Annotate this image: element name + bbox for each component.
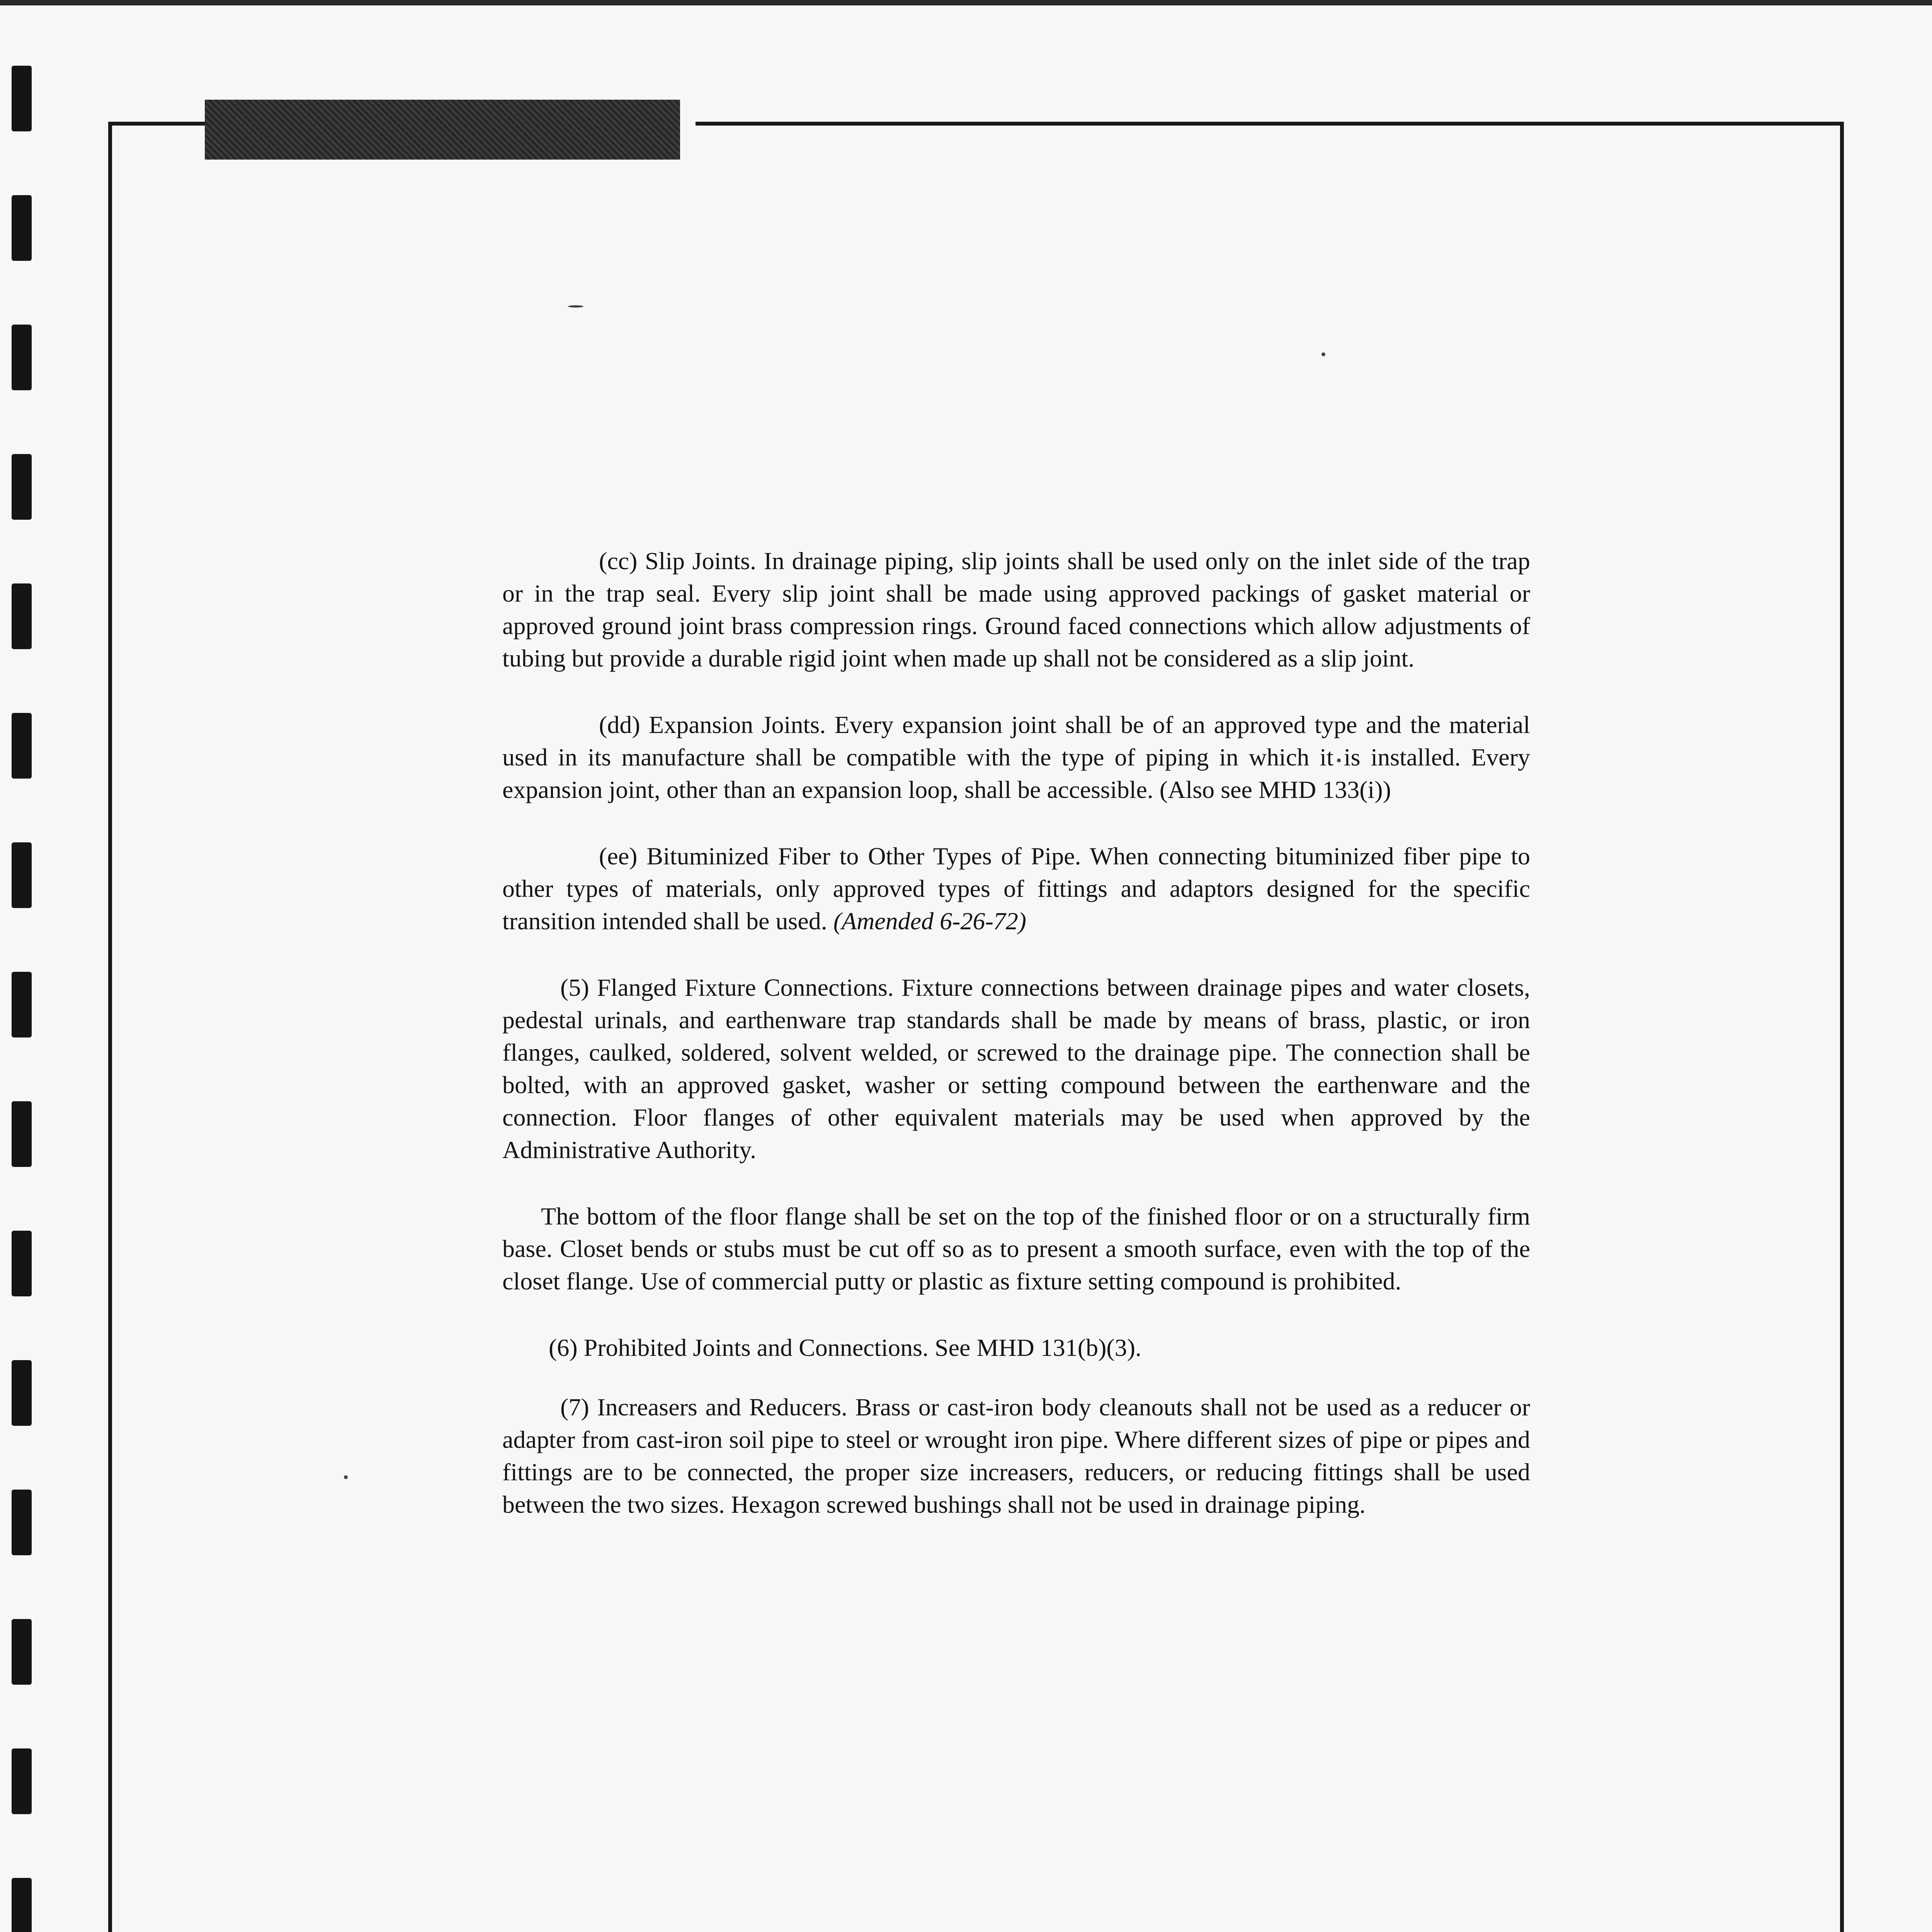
header-tab (205, 100, 680, 160)
scan-speck (568, 305, 583, 308)
scan-speck (1321, 352, 1325, 356)
paragraph-flanged-fixture-connections: (5) Flanged Fixture Connections. Fixture connections between drainage pipes and water closets, pedestal urinals, and earthenware trap standards shall be made by means of brass, plastic, or iron flanges, caulked, soldered, solvent welded, or screwed to the drainage pipe. The connection shall be bolted, with an approved gasket, washer or setting compound between the earthenware and the connection. Floor flanges of other equivalent materials may be used when approved by the Administrative Authority. (502, 974, 1530, 1163)
document-body (502, 545, 1530, 1555)
binding-hole (12, 972, 32, 1037)
paragraph-bituminized-fiber (502, 840, 1530, 937)
binding-hole (12, 1490, 32, 1555)
binding-hole (12, 1101, 32, 1167)
paragraph-prohibited-joints: (6) Prohibited Joints and Connections. See MHD 131(b)(3). (549, 1334, 1142, 1361)
page-top-edge (0, 0, 1932, 5)
binding-hole (12, 325, 32, 390)
binding-hole (12, 713, 32, 779)
amendment-note: (Amended 6-26-72) (833, 907, 1027, 935)
binding-hole (12, 195, 32, 261)
binding-hole (12, 66, 32, 131)
binding-hole (12, 842, 32, 908)
scan-speck (344, 1475, 348, 1479)
paragraph-slip-joints: (cc) Slip Joints. In drainage piping, slip joints shall be used only on the inlet side of the trap or in the trap seal. Every slip joint shall be made using approved packings of gasket material or approved ground joint brass compression rings. Ground faced connections which allow adjustments of tubing but provide a durable rigid joint when made up shall not be considered as a slip joint. (502, 547, 1530, 672)
page-frame-top-left (108, 122, 205, 126)
page-frame-left (108, 122, 112, 1932)
binding-hole (12, 1231, 32, 1296)
page-frame-top-right (696, 122, 1843, 126)
paragraph-increasers-reducers: (7) Increasers and Reducers. Brass or cast-iron body cleanouts shall not be used as a reducer or adapter from cast-iron soil pipe to steel or wrought iron pipe. Where different sizes of pipe or pipes and fittings are to be connected, the proper size increasers, reducers, or reducing fittings shall be used between the two sizes. Hexagon screwed bushings shall not be used in drainage piping. (502, 1393, 1530, 1518)
paragraph-text: (ee) Bituminized Fiber to Other Types of Pipe. When connecting bituminized fiber pipe to other types of materials, only approved types of fittings and adaptors designed for the specific transition intended shall be used. (502, 842, 1530, 935)
binding-hole (12, 583, 32, 649)
binding-hole (12, 1360, 32, 1426)
binding-hole (12, 1619, 32, 1685)
binding-hole (12, 1878, 32, 1932)
paragraph-floor-flange: The bottom of the floor flange shall be set on the top of the finished floor or on a structurally firm base. Closet bends or stubs must be cut off so as to present a smooth surface, even with the top of the closet flange. Use of commercial putty or plastic as fixture setting compound is prohibited. (502, 1202, 1530, 1295)
binding-holes (12, 58, 35, 1932)
paragraph-expansion-joints: (dd) Expansion Joints. Every expansion joint shall be of an approved type and the material used in its manufacture shall be compatible with the type of piping in which it is installed. Every expansion joint, other than an expansion loop, shall be accessible. (Also see MHD 133(i)) (502, 711, 1530, 803)
binding-hole (12, 1748, 32, 1814)
page-frame-right (1840, 122, 1844, 1932)
binding-hole (12, 454, 32, 520)
